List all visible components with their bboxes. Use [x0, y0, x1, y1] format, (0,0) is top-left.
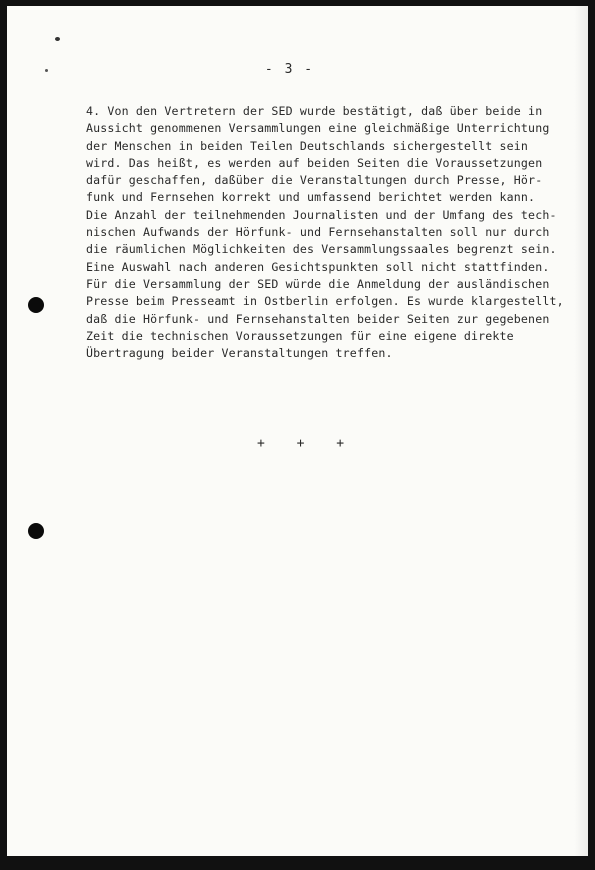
text-line: daß die Hörfunk- und Fernsehanstalten beider Seiten zur gegebenen — [86, 311, 550, 326]
punch-hole-bottom — [28, 523, 44, 539]
text-line: nischen Aufwands der Hörfunk- und Fernsehanstalten soll nur durch — [86, 225, 550, 240]
section-separator: + + + — [257, 436, 357, 451]
paragraph-4 — [86, 103, 566, 362]
text-line: wird. Das heißt, es werden auf beiden Seiten die Voraussetzungen — [86, 155, 543, 170]
page-edge-shadow — [574, 6, 588, 856]
text-line: Zeit die technischen Voraussetzungen für eine eigene direkte — [86, 328, 514, 343]
text-line: Für die Versammlung der SED würde die Anmeldung der ausländischen — [86, 276, 550, 291]
punch-hole-top — [28, 297, 44, 313]
text-line: Aussicht genommenen Versammlungen eine gleichmäßige Unterrichtung — [86, 121, 550, 136]
text-line: die räumlichen Möglichkeiten des Versammlungssaales begrenzt sein. — [86, 242, 557, 257]
text-line: Eine Auswahl nach anderen Gesichtspunkten soll nicht stattfinden. — [86, 259, 550, 274]
text-line: 4. Von den Vertretern der SED wurde bestätigt, daß über beide in — [86, 104, 543, 118]
page-number: - 3 - — [264, 62, 315, 77]
text-line: funk und Fernsehen korrekt und umfassend berichtet werden kann. — [86, 190, 536, 205]
text-line: Die Anzahl der teilnehmenden Journalisten und der Umfang des tech- — [86, 207, 557, 222]
text-line: Presse beim Presseamt in Ostberlin erfolgen. Es wurde klargestellt, — [86, 294, 564, 309]
document-page — [7, 6, 588, 856]
text-line: dafür geschaffen, daßüber die Veranstaltungen durch Presse, Hör- — [86, 173, 543, 188]
text-line: Übertragung beider Veranstaltungen treffen. — [86, 346, 393, 361]
text-line: der Menschen in beiden Teilen Deutschlands sichergestellt sein — [86, 138, 529, 153]
scan-speck — [55, 37, 60, 41]
